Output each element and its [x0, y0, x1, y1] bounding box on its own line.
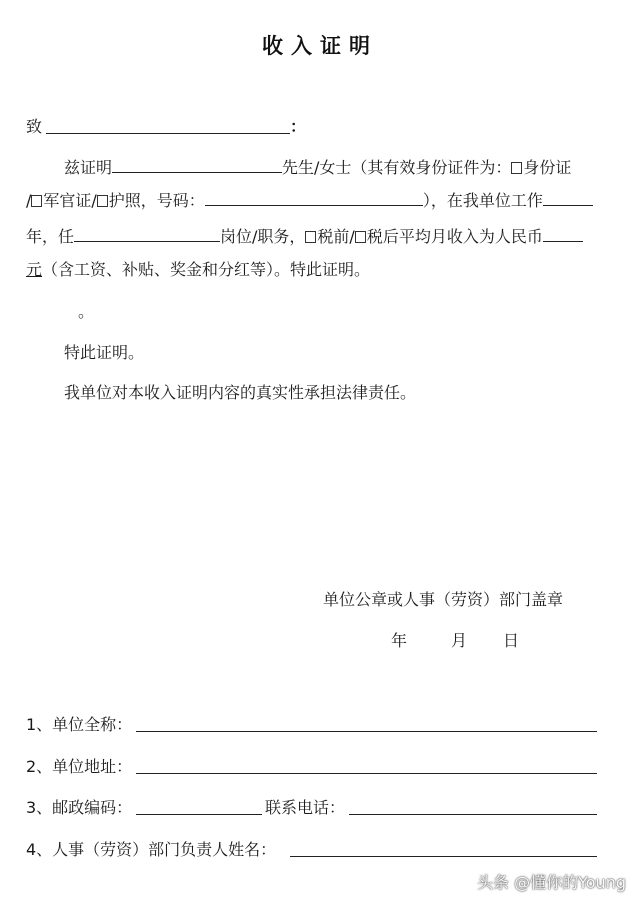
id-card-label: 身份证 — [523, 158, 572, 177]
watermark-text: 头条 @懂你的Young — [477, 873, 626, 892]
field-company-name-blank[interactable] — [136, 731, 597, 732]
post-blank[interactable] — [74, 226, 220, 242]
field-address-label: 2、单位地址： — [26, 757, 133, 776]
year-text: 年，任 — [26, 227, 75, 246]
passport-label: 护照，号码： — [108, 191, 205, 210]
work-text: ），在我单位工作 — [422, 191, 543, 210]
income-note: （含工资、补贴、奖金和分红等）。特此证明。 — [42, 260, 371, 279]
id-number-blank[interactable] — [205, 190, 423, 206]
field-postcode-blank[interactable] — [136, 814, 262, 815]
passport-checkbox[interactable] — [97, 195, 108, 207]
field-manager-blank[interactable] — [290, 856, 597, 857]
para-line-3 — [26, 226, 583, 248]
date-year: 年 — [391, 631, 408, 650]
date-month: 月 — [451, 631, 468, 650]
field-postcode-label: 3、邮政编码： — [26, 798, 133, 817]
para-line-1 — [64, 157, 571, 179]
certify-prefix: 兹证明 — [64, 158, 113, 177]
field-phone-blank[interactable] — [349, 814, 597, 815]
years-blank[interactable] — [543, 190, 593, 206]
gender-text: 先生/女士（其有效身份证件为： — [282, 158, 512, 177]
seal-text: 单位公章或人事（劳资）部门盖章 — [323, 590, 564, 609]
aftertax-checkbox[interactable] — [355, 231, 366, 243]
to-label: 致 — [26, 117, 43, 136]
para-line-4 — [26, 259, 370, 281]
date-day: 日 — [503, 631, 520, 650]
recipient-blank[interactable] — [46, 133, 290, 134]
field-phone-label: 联系电话： — [265, 798, 346, 817]
income-blank[interactable] — [543, 226, 583, 242]
yuan-text: 元 — [26, 260, 43, 279]
slash-text: / — [26, 191, 32, 210]
aftertax-label: 税后平均月收入为人民币 — [366, 227, 543, 246]
military-label: 军官证/ — [43, 191, 97, 210]
hereby-text: 特此证明。 — [64, 343, 145, 362]
liability-text: 我单位对本收入证明内容的真实性承担法律责任。 — [64, 383, 417, 402]
field-address-blank[interactable] — [136, 773, 597, 774]
pretax-label: 税前/ — [317, 227, 355, 246]
name-blank[interactable] — [112, 157, 282, 173]
id-card-checkbox[interactable] — [511, 162, 522, 174]
military-checkbox[interactable] — [31, 195, 42, 207]
field-manager-label: 4、人事（劳资）部门负责人姓名： — [26, 840, 277, 859]
stray-period: 。 — [78, 302, 95, 321]
post-text: 岗位/职务， — [220, 227, 306, 246]
document-title: 收入证明 — [262, 34, 378, 58]
to-colon: ： — [290, 117, 307, 136]
pretax-checkbox[interactable] — [305, 231, 316, 243]
field-company-name-label: 1、单位全称： — [26, 715, 133, 734]
para-line-2 — [26, 190, 593, 212]
